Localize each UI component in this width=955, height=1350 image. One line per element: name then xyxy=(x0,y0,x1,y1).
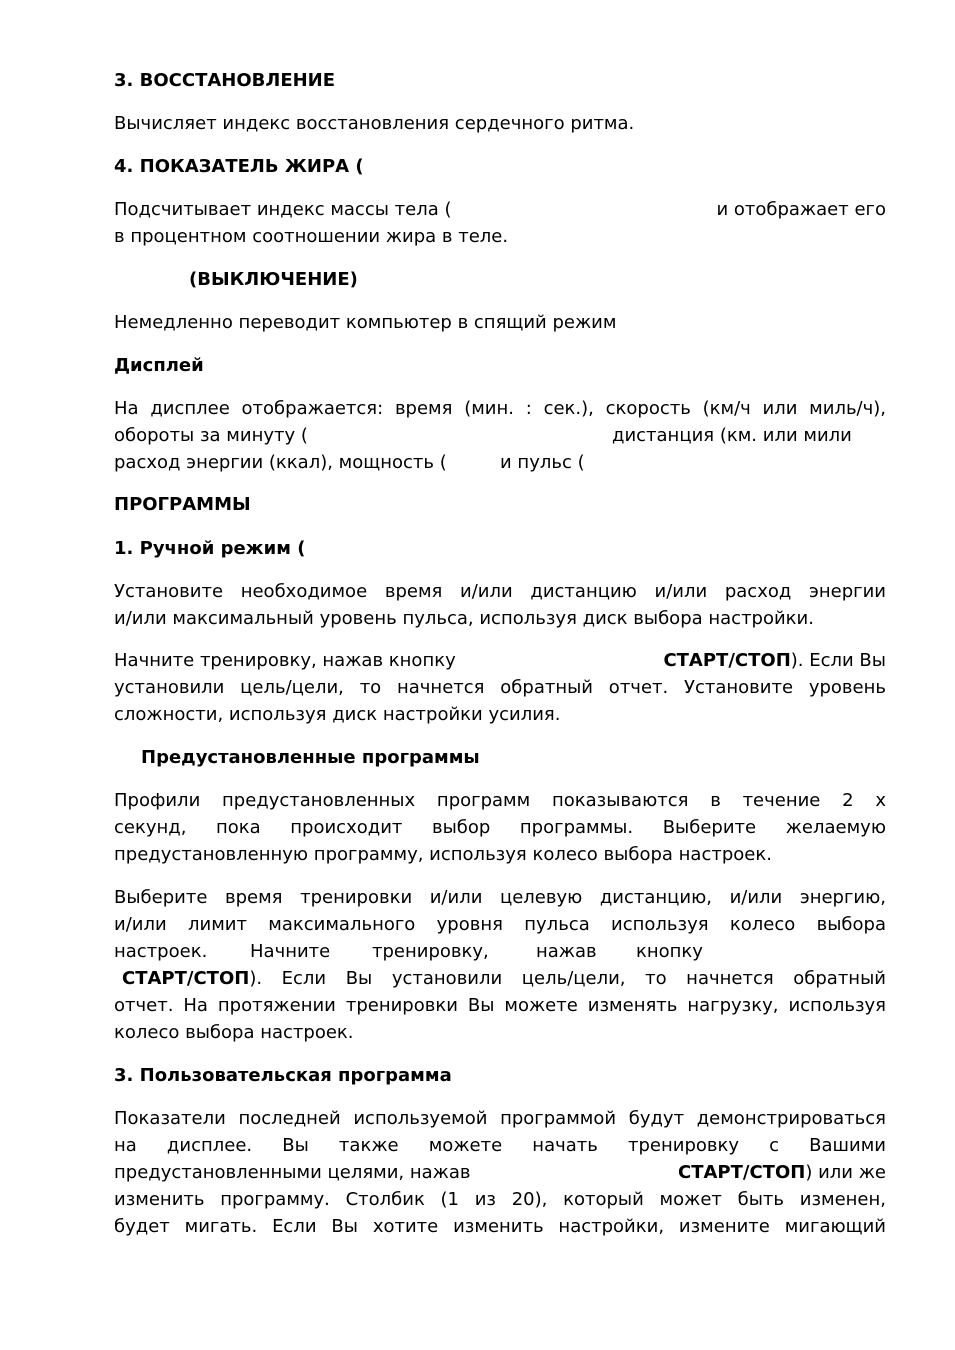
manual-p2-line-1-tail: ). Если Вы xyxy=(790,650,886,671)
preset-p1-line-3: предустановленную программу, используя колесо выбора настроек. xyxy=(114,844,772,865)
start-stop-label: СТАРТ/СТОП xyxy=(678,1162,806,1183)
recovery-text: Вычисляет индекс восстановления сердечного ритма. xyxy=(114,113,635,134)
display-heading: Дисплей xyxy=(114,355,204,376)
body-fat-line-1-start: Подсчитывает индекс массы тела ( xyxy=(114,199,452,220)
manual-p2-line-2: установили цель/цели, то начнется обратный отчет. Установите уровень xyxy=(114,677,886,698)
preset-p2-line-1: Выберите время тренировки и/или целевую дистанцию, и/или энергию, xyxy=(114,887,886,908)
preset-p2-word-2: Начните xyxy=(250,941,331,962)
preset-p2-word-1: настроек. xyxy=(114,941,208,962)
preset-p1-line-1: Профили предустановленных программ показываются в течение 2 х xyxy=(114,790,886,811)
preset-p2-line-4-rest: ). Если Вы установили цель/цели, то начнется обратный xyxy=(249,968,886,989)
display-line-2-end: дистанция (км. или мили xyxy=(612,425,852,446)
display-line-3 xyxy=(114,449,886,476)
body-fat-heading: 4. ПОКАЗАТЕЛЬ ЖИРА ( xyxy=(114,156,364,177)
display-line-3-start: расход энергии (ккал), мощность ( xyxy=(114,452,447,473)
preset-p2-line-6: колесо выбора настроек. xyxy=(114,1022,354,1043)
manual-p2-line-1-end xyxy=(663,647,886,674)
body-fat-line-1-end: и отображает его xyxy=(716,199,886,220)
preset-p2-word-3: тренировку, xyxy=(372,941,489,962)
display-line-2-start: обороты за минуту ( xyxy=(114,425,308,446)
preset-p2-line-2: и/или лимит максимального уровня пульса используя колесо выбора xyxy=(114,914,886,935)
preset-p1-line-2: секунд, пока происходит выбор программы. Выберите желаемую xyxy=(114,817,886,838)
user-line-3 xyxy=(114,1159,886,1186)
preset-programs-heading: Предустановленные программы xyxy=(141,747,480,768)
manual-p1-line-2: и/или максимальный уровень пульса, используя диск выбора настройки. xyxy=(114,608,814,629)
manual-p2-line-1-start: Начните тренировку, нажав кнопку xyxy=(114,650,456,671)
programs-heading: ПРОГРАММЫ xyxy=(114,494,251,515)
preset-p2-line-5: отчет. На протяжении тренировки Вы можете изменять нагрузку, используя xyxy=(114,995,886,1016)
display-line-1: На дисплее отображается: время (мин. : сек.), скорость (км/ч или миль/ч), xyxy=(114,398,886,419)
user-line-2: на дисплее. Вы также можете начать тренировку с Вашими xyxy=(114,1135,886,1156)
manual-p2-line-3: сложности, используя диск настройки усилия. xyxy=(114,704,561,725)
user-line-3-start: предустановленными целями, нажав xyxy=(114,1162,471,1183)
preset-p2-word-5: кнопку xyxy=(636,941,703,962)
recovery-heading: 3. ВОССТАНОВЛЕНИЕ xyxy=(114,70,336,91)
user-line-4: изменить программу. Столбик (1 из 20), который может быть изменен, xyxy=(114,1189,886,1210)
body-fat-line-2: в процентном соотношении жира в теле. xyxy=(114,226,509,247)
display-line-3-end: и пульс ( xyxy=(500,452,585,473)
power-off-heading: (ВЫКЛЮЧЕНИЕ) xyxy=(189,269,358,290)
user-line-1: Показатели последней используемой программой будут демонстрироваться xyxy=(114,1108,886,1129)
display-line-2 xyxy=(114,422,886,449)
user-program-heading: 3. Пользовательская программа xyxy=(114,1065,452,1086)
manual-p1-line-1: Установите необходимое время и/или дистанцию и/или расход энергии xyxy=(114,581,886,602)
manual-mode-heading: 1. Ручной режим ( xyxy=(114,538,306,559)
user-line-3-tail: ) или же xyxy=(805,1162,886,1183)
manual-p2-line-1 xyxy=(114,647,886,674)
body-fat-line-1 xyxy=(114,196,886,223)
user-line-3-end xyxy=(678,1159,886,1186)
power-off-text: Немедленно переводит компьютер в спящий режим xyxy=(114,312,617,333)
preset-p2-line-4 xyxy=(114,965,886,992)
start-stop-label: СТАРТ/СТОП xyxy=(122,968,250,989)
user-line-5: будет мигать. Если Вы хотите изменить настройки, измените мигающий xyxy=(114,1216,886,1237)
start-stop-label: СТАРТ/СТОП xyxy=(663,650,791,671)
preset-p2-word-4: нажав xyxy=(536,941,597,962)
